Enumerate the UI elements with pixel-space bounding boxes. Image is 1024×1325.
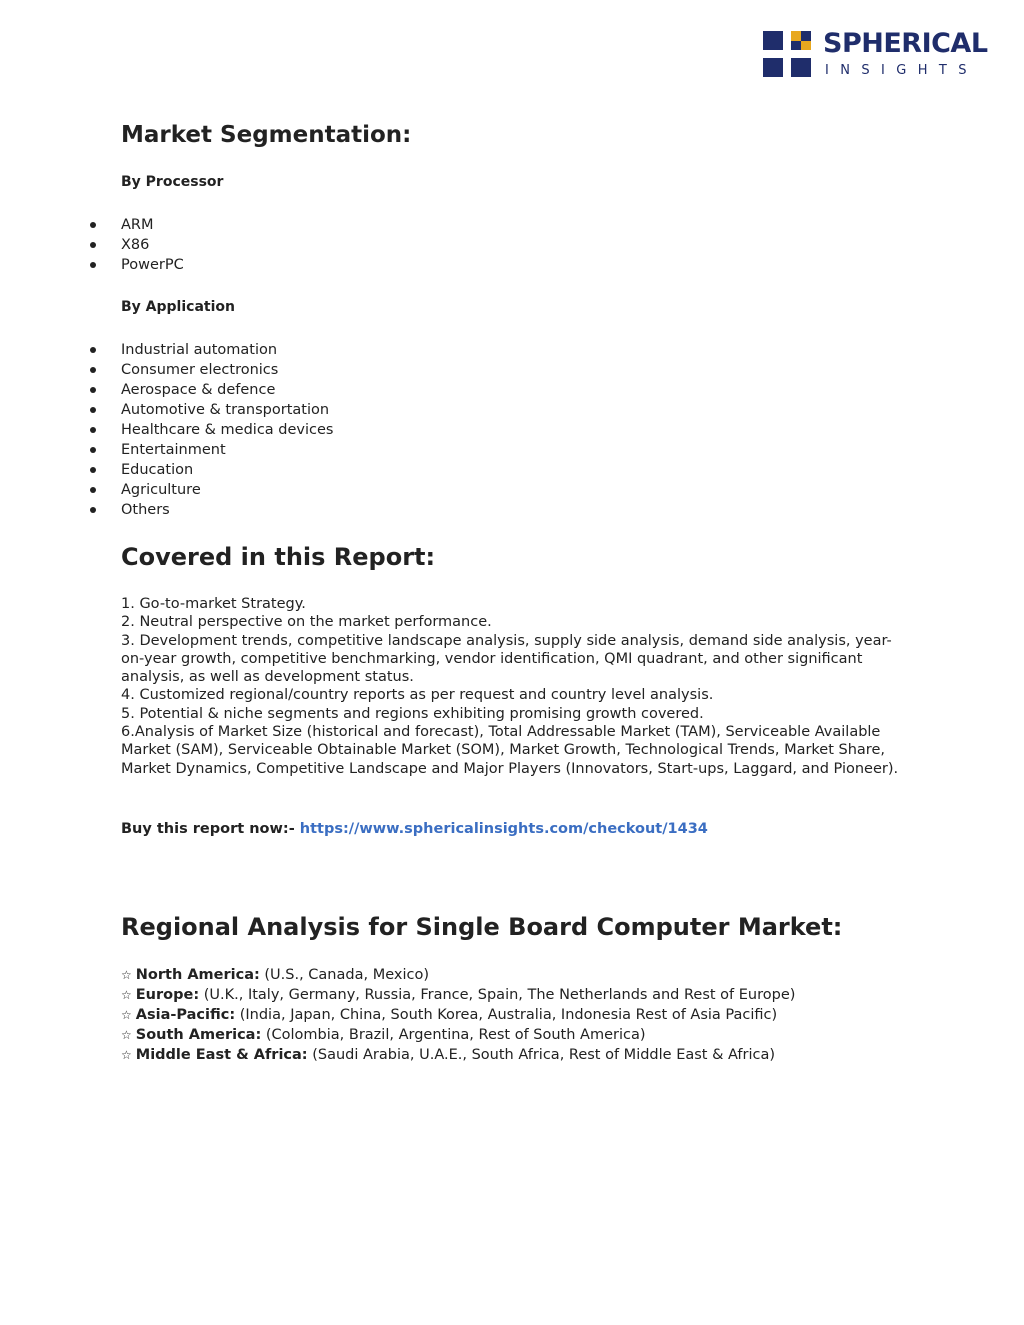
list-item: Consumer electronics: [121, 360, 334, 380]
region-countries: (U.K., Italy, Germany, Russia, France, Spain, The Netherlands and Rest of Europe): [203, 987, 796, 1003]
star-icon: ☆: [121, 1048, 132, 1062]
buy-report-line: [121, 819, 708, 839]
region-item: [121, 965, 795, 985]
spherical-insights-logo: [763, 28, 988, 78]
region-item: [121, 1045, 795, 1065]
region-countries: (Colombia, Brazil, Argentina, Rest of South America): [265, 1027, 646, 1043]
list-item: ARM: [121, 215, 184, 235]
star-icon: ☆: [121, 968, 132, 982]
list-item: Agriculture: [121, 480, 334, 500]
report-point: 1. Go-to-market Strategy.: [121, 596, 306, 612]
bullet-icon: [90, 367, 96, 373]
region-name: Europe:: [135, 987, 200, 1003]
region-name: Middle East & Africa:: [135, 1047, 308, 1063]
region-item: [121, 1025, 795, 1045]
by-application-heading: By Application: [121, 299, 235, 315]
list-item: Automotive & transportation: [121, 400, 334, 420]
list-item: Entertainment: [121, 440, 334, 460]
list-item: X86: [121, 235, 184, 255]
bullet-icon: [90, 467, 96, 473]
region-countries: (U.S., Canada, Mexico): [264, 967, 429, 983]
report-point: 2. Neutral perspective on the market performance.: [121, 614, 492, 631]
logo-subtitle: INSIGHTS: [825, 63, 978, 78]
covered-report-heading: Covered in this Report:: [121, 543, 436, 571]
region-item: [121, 985, 795, 1005]
list-item: Healthcare & medica devices: [121, 420, 334, 440]
checkout-link[interactable]: https://www.sphericalinsights.com/checkout/1434: [299, 821, 708, 837]
list-item: PowerPC: [121, 255, 184, 275]
processor-list: [121, 215, 184, 275]
bullet-icon: [90, 347, 96, 353]
list-item: Others: [121, 500, 334, 520]
covered-report-list: [121, 595, 911, 778]
regions-list: [121, 965, 795, 1065]
bullet-icon: [90, 507, 96, 513]
bullet-icon: [90, 222, 96, 228]
report-point: 3. Development trends, competitive landscape analysis, supply side analysis, demand side analysis, year-on-year growth, competitive benchmarking, vendor identification, QMI quadrant, and other significant analysis, as well as development status.: [121, 632, 892, 686]
report-point: 5. Potential & niche segments and regions exhibiting promising growth covered.: [121, 705, 704, 722]
report-point: 6.Analysis of Market Size (historical and forecast), Total Addressable Market (TAM), Serviceable Available Market (SAM), Serviceable Obtainable Market (SOM), Market Growth, Technological Trends, Market Share, Market Dynamics, Competitive Landscape and Major Players (Innovators, Start-ups, Laggard, and Pioneer).: [121, 724, 899, 777]
bullet-icon: [90, 262, 96, 268]
bullet-icon: [90, 487, 96, 493]
bullet-icon: [90, 387, 96, 393]
bullet-icon: [90, 242, 96, 248]
region-countries: (India, Japan, China, South Korea, Australia, Indonesia Rest of Asia Pacific): [239, 1007, 778, 1023]
report-point: 4. Customized regional/country reports as per request and country level analysis.: [121, 687, 714, 704]
region-item: [121, 1005, 795, 1025]
logo-mark-icon: [763, 31, 811, 77]
bullet-icon: [90, 427, 96, 433]
star-icon: ☆: [121, 1008, 132, 1022]
star-icon: ☆: [121, 1028, 132, 1042]
by-processor-heading: By Processor: [121, 174, 224, 190]
region-name: Asia-Pacific:: [135, 1007, 236, 1023]
list-item: Industrial automation: [121, 340, 334, 360]
logo-title: SPHERICAL: [823, 28, 988, 59]
regional-analysis-heading: Regional Analysis for Single Board Computer Market:: [121, 913, 843, 941]
bullet-icon: [90, 407, 96, 413]
bullet-icon: [90, 447, 96, 453]
star-icon: ☆: [121, 988, 132, 1002]
region-name: North America:: [135, 967, 260, 983]
region-name: South America:: [135, 1027, 262, 1043]
region-countries: (Saudi Arabia, U.A.E., South Africa, Rest of Middle East & Africa): [312, 1047, 776, 1063]
market-segmentation-heading: Market Segmentation:: [121, 122, 412, 148]
list-item: Education: [121, 460, 334, 480]
buy-report-label: Buy this report now:-: [121, 821, 295, 837]
application-list: [121, 340, 334, 520]
list-item: Aerospace & defence: [121, 380, 334, 400]
